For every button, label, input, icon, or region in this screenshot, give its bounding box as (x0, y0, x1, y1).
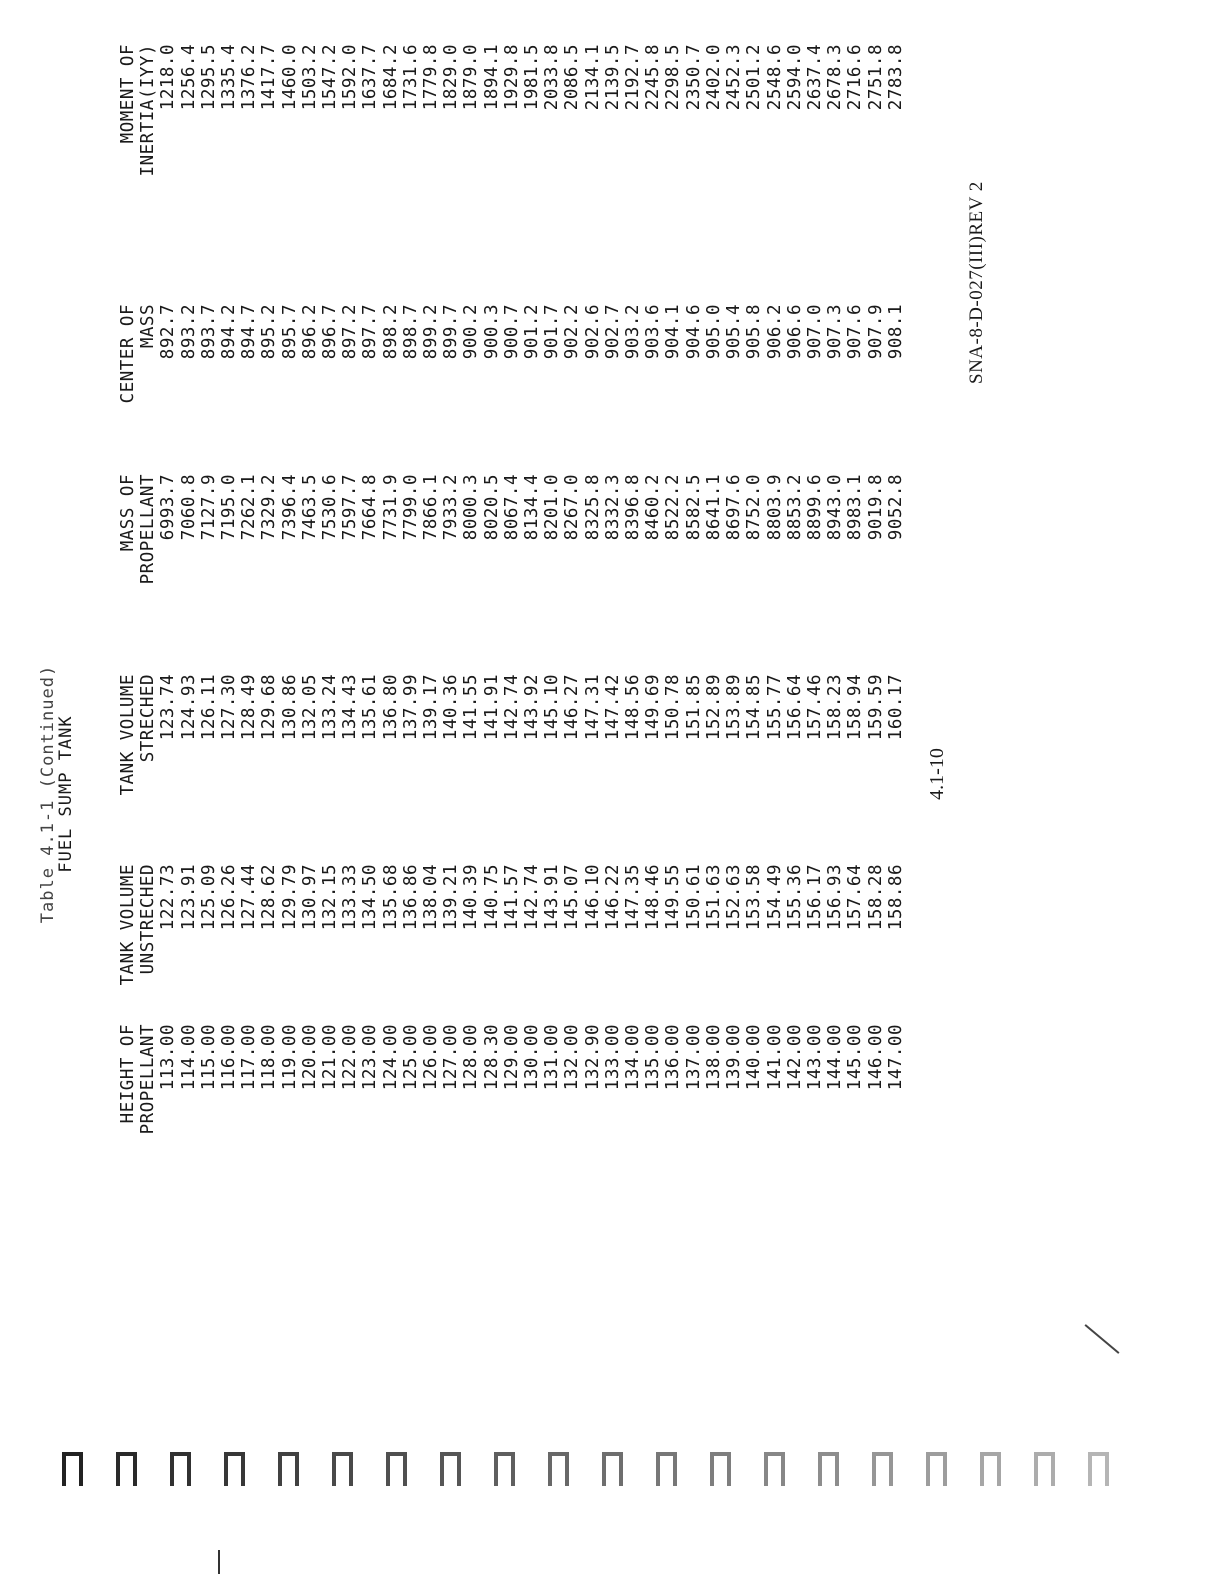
table-cell: 900.2 (461, 304, 482, 360)
binder-mark (332, 1452, 353, 1486)
table-cell: 128.00 (461, 1024, 482, 1091)
table-cell: 135.61 (360, 674, 381, 741)
table-cell: 1894.1 (481, 44, 502, 111)
column-header-line: PROPELLANT (138, 474, 159, 585)
binder-mark (1034, 1452, 1055, 1486)
table-cell: 153.58 (744, 864, 765, 931)
table-cell: 140.00 (744, 1024, 765, 1091)
table-cell: 1376.2 (239, 44, 260, 111)
table-cell: 149.69 (643, 674, 664, 741)
table-cell: 8697.6 (724, 474, 745, 541)
table-subtitle: FUEL SUMP TANK (56, 715, 76, 873)
table-cell: 8325.8 (582, 474, 603, 541)
table-cell: 1547.2 (320, 44, 341, 111)
table-cell: 896.2 (299, 304, 320, 360)
binder-mark (386, 1452, 407, 1486)
table-cell: 157.64 (845, 864, 866, 931)
table-cell: 2716.6 (845, 44, 866, 111)
column-header-line: TANK VOLUME (118, 864, 138, 986)
table-cell: 116.00 (219, 1024, 240, 1091)
table-cell: 133.00 (602, 1024, 623, 1091)
binder-mark (764, 1452, 785, 1486)
column-header-line: TANK VOLUME (118, 674, 138, 796)
table-cell: 1295.5 (198, 44, 219, 111)
table-cell: 8943.0 (825, 474, 846, 541)
table-cell: 7933.2 (441, 474, 462, 541)
binder-mark (494, 1452, 515, 1486)
table-cell: 141.57 (501, 864, 522, 931)
table-cell: 1417.7 (259, 44, 280, 111)
table-cell: 131.00 (542, 1024, 563, 1091)
table-cell: 2192.7 (623, 44, 644, 111)
table-cell: 121.00 (320, 1024, 341, 1091)
table-cell: 2783.8 (885, 44, 906, 111)
table-cell: 1731.6 (400, 44, 421, 111)
table-cell: 140.36 (441, 674, 462, 741)
binder-mark (224, 1452, 245, 1486)
table-cell: 124.93 (178, 674, 199, 741)
table-cell: 134.43 (340, 674, 361, 741)
table-cell: 141.00 (764, 1024, 785, 1091)
table-cell: 127.00 (441, 1024, 462, 1091)
table-cell: 141.91 (481, 674, 502, 741)
table-cell: 904.1 (663, 304, 684, 360)
table-cell: 129.68 (259, 674, 280, 741)
table-cell: 139.21 (441, 864, 462, 931)
table-cell: 143.00 (804, 1024, 825, 1091)
binder-mark (170, 1452, 191, 1486)
table-cell: 8000.3 (461, 474, 482, 541)
table-cell: 899.2 (421, 304, 442, 360)
table-cell: 125.00 (400, 1024, 421, 1091)
table-cell: 130.86 (279, 674, 300, 741)
table-cell: 154.49 (764, 864, 785, 931)
table-cell: 7262.1 (239, 474, 260, 541)
table-cell: 1218.0 (158, 44, 179, 111)
table-cell: 908.1 (885, 304, 906, 360)
table-cell: 1335.4 (219, 44, 240, 111)
table-cell: 2350.7 (683, 44, 704, 111)
table-cell: 902.2 (562, 304, 583, 360)
table-cell: 143.91 (542, 864, 563, 931)
table-cell: 893.7 (198, 304, 219, 360)
table-cell: 157.46 (804, 674, 825, 741)
table-cell: 156.64 (784, 674, 805, 741)
table-cell: 2548.6 (764, 44, 785, 111)
table-cell: 118.00 (259, 1024, 280, 1091)
column-header-line: CENTER OF (118, 304, 138, 404)
table-cell: 146.27 (562, 674, 583, 741)
table-cell: 152.63 (724, 864, 745, 931)
table-cell: 153.89 (724, 674, 745, 741)
table-cell: 7396.4 (279, 474, 300, 541)
table-cell: 142.74 (501, 674, 522, 741)
table-cell: 8396.8 (623, 474, 644, 541)
table-cell: 1256.4 (178, 44, 199, 111)
table-cell: 2637.4 (804, 44, 825, 111)
table-cell: 145.07 (562, 864, 583, 931)
table-cell: 158.86 (885, 864, 906, 931)
document-id: SNA-8-D-027(III)REV 2 (966, 181, 987, 384)
table-cell: 132.00 (562, 1024, 583, 1091)
table-cell: 155.36 (784, 864, 805, 931)
table-cell: 8641.1 (703, 474, 724, 541)
table-cell: 146.10 (582, 864, 603, 931)
table-cell: 159.59 (865, 674, 886, 741)
table-cell: 903.6 (643, 304, 664, 360)
table-cell: 9052.8 (885, 474, 906, 541)
table-cell: 145.10 (542, 674, 563, 741)
table-cell: 113.00 (158, 1024, 179, 1091)
table-cell: 1684.2 (380, 44, 401, 111)
table-cell: 129.00 (501, 1024, 522, 1091)
table-cell: 1829.0 (441, 44, 462, 111)
table-cell: 901.7 (542, 304, 563, 360)
table-cell: 150.78 (663, 674, 684, 741)
table-cell: 906.2 (764, 304, 785, 360)
table-cell: 902.7 (602, 304, 623, 360)
binder-mark (440, 1452, 461, 1486)
table-cell: 8752.0 (744, 474, 765, 541)
table-cell: 2245.8 (643, 44, 664, 111)
table-cell: 7597.7 (340, 474, 361, 541)
table-cell: 900.7 (501, 304, 522, 360)
table-cell: 122.73 (158, 864, 179, 931)
table-cell: 2402.0 (703, 44, 724, 111)
table-cell: 901.2 (522, 304, 543, 360)
table-cell: 892.7 (158, 304, 179, 360)
table-cell: 136.80 (380, 674, 401, 741)
table-cell: 142.74 (522, 864, 543, 931)
table-cell: 148.56 (623, 674, 644, 741)
table-cell: 1779.8 (421, 44, 442, 111)
table-cell: 132.90 (582, 1024, 603, 1091)
table-cell: 151.85 (683, 674, 704, 741)
table-cell: 894.7 (239, 304, 260, 360)
table-cell: 154.85 (744, 674, 765, 741)
table-cell: 134.50 (360, 864, 381, 931)
table-cell: 150.61 (683, 864, 704, 931)
table-cell: 1503.2 (299, 44, 320, 111)
table-cell: 143.92 (522, 674, 543, 741)
table-cell: 8899.6 (804, 474, 825, 541)
table-cell: 900.3 (481, 304, 502, 360)
table-cell: 124.00 (380, 1024, 401, 1091)
table-cell: 133.33 (340, 864, 361, 931)
table-cell: 134.00 (623, 1024, 644, 1091)
table-cell: 907.0 (804, 304, 825, 360)
table-cell: 123.00 (360, 1024, 381, 1091)
table-cell: 125.09 (198, 864, 219, 931)
binder-mark (710, 1452, 731, 1486)
table-cell: 907.6 (845, 304, 866, 360)
table-cell: 140.39 (461, 864, 482, 931)
binder-mark (872, 1452, 893, 1486)
table-cell: 905.4 (724, 304, 745, 360)
table-cell: 148.46 (643, 864, 664, 931)
table-cell: 160.17 (885, 674, 906, 741)
table-cell: 137.99 (400, 674, 421, 741)
table-cell: 122.00 (340, 1024, 361, 1091)
table-cell: 139.17 (421, 674, 442, 741)
column-header-line: MOMENT OF (118, 44, 138, 144)
table-cell: 126.26 (219, 864, 240, 931)
table-cell: 135.68 (380, 864, 401, 931)
table-cell: 7195.0 (219, 474, 240, 541)
column-header-line: MASS (138, 304, 159, 349)
table-cell: 8020.5 (481, 474, 502, 541)
table-cell: 7866.1 (421, 474, 442, 541)
table-cell: 8134.4 (522, 474, 543, 541)
table-cell: 126.00 (421, 1024, 442, 1091)
binder-mark (116, 1452, 137, 1486)
table-cell: 2678.3 (825, 44, 846, 111)
table-cell: 2298.5 (663, 44, 684, 111)
table-cell: 145.00 (845, 1024, 866, 1091)
table-cell: 133.24 (320, 674, 341, 741)
binder-mark (1088, 1452, 1109, 1486)
table-cell: 123.74 (158, 674, 179, 741)
table-cell: 1637.7 (360, 44, 381, 111)
table-cell: 1592.0 (340, 44, 361, 111)
table-cell: 904.6 (683, 304, 704, 360)
table-cell: 146.00 (865, 1024, 886, 1091)
table-cell: 8983.1 (845, 474, 866, 541)
table-cell: 155.77 (764, 674, 785, 741)
table-cell: 7731.9 (380, 474, 401, 541)
table-cell: 898.2 (380, 304, 401, 360)
table-cell: 127.30 (219, 674, 240, 741)
table-cell: 119.00 (279, 1024, 300, 1091)
table-cell: 132.05 (299, 674, 320, 741)
table-cell: 903.2 (623, 304, 644, 360)
binder-mark (602, 1452, 623, 1486)
table-cell: 7664.8 (360, 474, 381, 541)
table-cell: 906.6 (784, 304, 805, 360)
table-cell: 147.31 (582, 674, 603, 741)
table-cell: 115.00 (198, 1024, 219, 1091)
table-cell: 2139.5 (602, 44, 623, 111)
table-cell: 146.22 (602, 864, 623, 931)
table-cell: 129.79 (279, 864, 300, 931)
table-cell: 1879.0 (461, 44, 482, 111)
column-header-line: INERTIA(IYY) (138, 44, 159, 177)
table-cell: 147.35 (623, 864, 644, 931)
table-cell: 147.00 (885, 1024, 906, 1091)
table-cell: 8460.2 (643, 474, 664, 541)
table-cell: 147.42 (602, 674, 623, 741)
table-cell: 141.55 (461, 674, 482, 741)
table-cell: 1460.0 (279, 44, 300, 111)
table-cell: 128.30 (481, 1024, 502, 1091)
table-cell: 897.2 (340, 304, 361, 360)
table-cell: 132.15 (320, 864, 341, 931)
table-cell: 8803.9 (764, 474, 785, 541)
table-cell: 114.00 (178, 1024, 199, 1091)
binder-mark (980, 1452, 1001, 1486)
table-cell: 138.04 (421, 864, 442, 931)
table-cell: 130.00 (522, 1024, 543, 1091)
binder-mark (62, 1452, 83, 1486)
table-cell: 894.2 (219, 304, 240, 360)
table-cell: 7127.9 (198, 474, 219, 541)
table-cell: 142.00 (784, 1024, 805, 1091)
table-cell: 136.86 (400, 864, 421, 931)
table-cell: 1929.8 (501, 44, 522, 111)
table-cell: 2086.5 (562, 44, 583, 111)
table-cell: 120.00 (299, 1024, 320, 1091)
table-cell: 898.7 (400, 304, 421, 360)
table-cell: 7329.2 (259, 474, 280, 541)
table-cell: 905.8 (744, 304, 765, 360)
table-cell: 896.7 (320, 304, 341, 360)
table-cell: 893.2 (178, 304, 199, 360)
table-cell: 2501.2 (744, 44, 765, 111)
table-cell: 9019.8 (865, 474, 886, 541)
table-cell: 895.7 (279, 304, 300, 360)
column-header-line: STRECHED (138, 674, 159, 763)
table-cell: 117.00 (239, 1024, 260, 1091)
table-cell: 7463.5 (299, 474, 320, 541)
table-cell: 905.0 (703, 304, 724, 360)
table-cell: 156.93 (825, 864, 846, 931)
table-cell: 2033.8 (542, 44, 563, 111)
table-cell: 149.55 (663, 864, 684, 931)
table-cell: 2751.8 (865, 44, 886, 111)
table-cell: 128.62 (259, 864, 280, 931)
table-cell: 128.49 (239, 674, 260, 741)
table-cell: 902.6 (582, 304, 603, 360)
table-cell: 127.44 (239, 864, 260, 931)
table-cell: 126.11 (198, 674, 219, 741)
table-cell: 152.89 (703, 674, 724, 741)
column-header-line: HEIGHT OF (118, 1024, 138, 1124)
table-cell: 158.94 (845, 674, 866, 741)
table-cell: 158.23 (825, 674, 846, 741)
table-cell: 2452.3 (724, 44, 745, 111)
table-cell: 907.3 (825, 304, 846, 360)
table-cell: 2134.1 (582, 44, 603, 111)
table-cell: 2594.0 (784, 44, 805, 111)
table-cell: 8582.5 (683, 474, 704, 541)
table-cell: 7799.0 (400, 474, 421, 541)
table-cell: 7530.6 (320, 474, 341, 541)
binder-mark (926, 1452, 947, 1486)
table-cell: 899.7 (441, 304, 462, 360)
table-cell: 907.9 (865, 304, 886, 360)
table-cell: 137.00 (683, 1024, 704, 1091)
column-header-line: PROPELLANT (138, 1024, 159, 1135)
table-cell: 8267.0 (562, 474, 583, 541)
page-number: 4.1-10 (926, 748, 948, 800)
table-cell: 130.97 (299, 864, 320, 931)
table-cell: 156.17 (804, 864, 825, 931)
table-cell: 6993.7 (158, 474, 179, 541)
table-cell: 151.63 (703, 864, 724, 931)
column-header-line: MASS OF (118, 474, 138, 552)
table-caption: Table 4.1-1 (Continued) (38, 664, 58, 924)
table-cell: 8067.4 (501, 474, 522, 541)
binder-mark (548, 1452, 569, 1486)
table-cell: 123.91 (178, 864, 199, 931)
binder-mark (278, 1452, 299, 1486)
table-cell: 136.00 (663, 1024, 684, 1091)
binder-mark (818, 1452, 839, 1486)
binder-mark (656, 1452, 677, 1486)
table-cell: 8522.2 (663, 474, 684, 541)
table-cell: 8332.3 (602, 474, 623, 541)
table-cell: 139.00 (724, 1024, 745, 1091)
table-cell: 144.00 (825, 1024, 846, 1091)
table-cell: 897.7 (360, 304, 381, 360)
scan-artifact-tick (218, 1550, 220, 1574)
table-cell: 138.00 (703, 1024, 724, 1091)
table-cell: 895.2 (259, 304, 280, 360)
table-cell: 140.75 (481, 864, 502, 931)
table-cell: 7060.8 (178, 474, 199, 541)
table-cell: 135.00 (643, 1024, 664, 1091)
table-cell: 8201.0 (542, 474, 563, 541)
column-header-line: UNSTRECHED (138, 864, 159, 975)
table-cell: 8853.2 (784, 474, 805, 541)
table-cell: 158.28 (865, 864, 886, 931)
table-cell: 1981.5 (522, 44, 543, 111)
